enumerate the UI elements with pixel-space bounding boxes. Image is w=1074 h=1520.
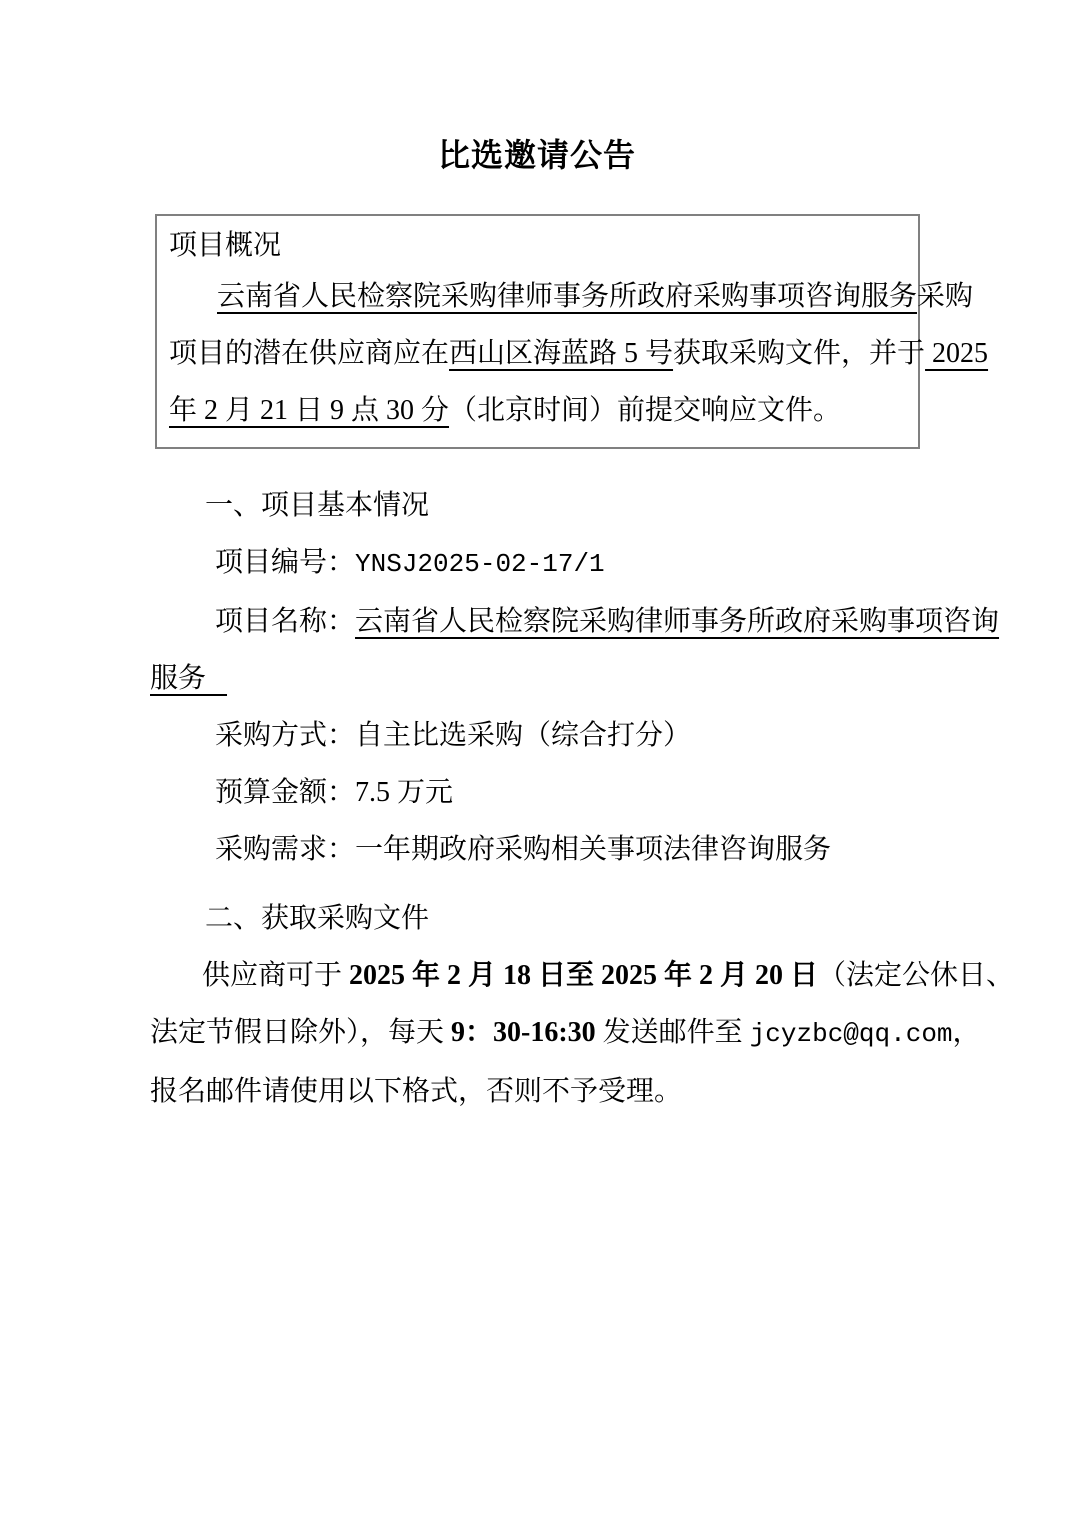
text-segment: 供应商可于 [202,960,350,991]
text-segment: jcyzbc@qq.com [749,1019,953,1049]
procurement-method [150,707,940,764]
project-overview-box [155,214,989,449]
text-segment: 年 2 月 21 日 9 点 30 分 [169,395,450,426]
text-segment: YNSJ2025-02-17/1 [355,549,605,579]
text-segment: ， [952,1017,981,1048]
text-line [150,947,1015,1004]
overview-label: 项目概况 [169,230,282,261]
text-line [150,707,940,764]
text-line [150,764,940,821]
overview-paragraph [169,268,989,439]
text-line [150,1004,981,1063]
text-segment: 获取采购文件，并于 [673,338,926,369]
text-segment: 服务 [150,663,228,694]
text-segment: 云南省人民检察院采购律师事务所政府采购事项咨询 [355,606,1000,637]
text-segment: 采购方式：自主比选采购（综合打分） [215,720,692,751]
text-line [150,477,940,534]
text-segment: 二、获取采购文件 [205,903,430,934]
text-segment: 2025 年 2 月 18 日至 2025 年 2 月 20 日 [349,960,819,991]
text-line [150,821,940,878]
text-segment: 西山区海蓝路 5 号 [449,338,674,369]
text-segment: 项目名称： [215,606,356,637]
text-segment: 云南省人民检察院采购律师事务所政府采购事项咨询服务 [217,281,918,312]
project-name [150,593,1000,707]
text-line [150,890,940,947]
text-line [169,325,989,382]
text-segment: 一、项目基本情况 [205,490,430,521]
text-line [169,268,974,325]
project-number [150,534,940,593]
text-line [150,650,940,707]
section-1-heading [150,477,940,534]
procurement-requirement [150,821,940,878]
doc-title: 比选邀请公告 [437,137,636,173]
text-line [150,593,1000,650]
text-segment: （北京时间）前提交响应文件。 [449,395,842,426]
text-segment: （法定公休日、 [818,960,1015,991]
text-segment: 采购需求：一年期政府采购相关事项法律咨询服务 [215,834,832,865]
budget-amount [150,764,940,821]
section-2-heading [150,890,940,947]
text-segment: 采购 [917,281,974,312]
document-acquisition [150,947,1015,1120]
text-segment: 发送邮件至 [595,1017,750,1048]
text-line [150,534,940,593]
text-segment: 法定节假日除外），每天 [150,1017,452,1048]
text-segment: 报名邮件请使用以下格式，否则不予受理。 [150,1076,683,1107]
text-segment: 项目的潜在供应商应在 [169,338,450,369]
text-line [169,382,906,439]
text-segment: 2025 [925,338,989,369]
text-segment: 预算金额：7.5 万元 [215,777,454,808]
doc-body [150,477,1015,1120]
text-segment: 9：30-16:30 [451,1017,596,1048]
text-segment: 项目编号： [215,547,356,578]
text-line [150,1063,940,1120]
